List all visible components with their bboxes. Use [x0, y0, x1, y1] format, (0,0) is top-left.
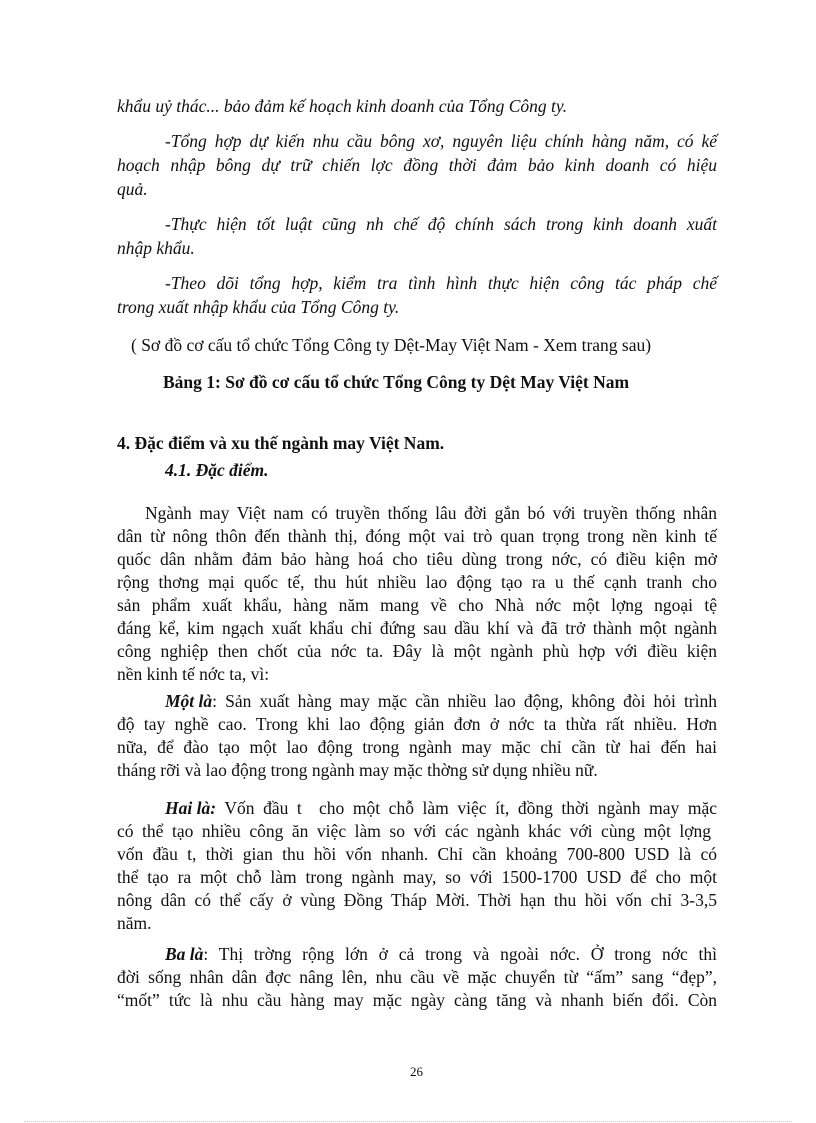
text-line: sản phẩm xuất khẩu, hàng năm mang về cho Nhà nớc một lợng ngoại tệ	[117, 595, 717, 615]
text-line: vốn đầu t, thời gian thu hồi vốn nhanh. Chỉ cần khoảng 700-800 USD là có	[117, 844, 717, 864]
text-line: dân từ nông thôn đến thành thị, đóng một vai trò quan trọng trong nền kinh tế	[117, 526, 717, 546]
text-line: có thể tạo nhiều công ăn việc làm so với các ngành khác với cùng một lợng	[117, 821, 711, 841]
text-line: -Tổng hợp dự kiến nhu cầu bông xơ, nguyên liệu chính hàng năm, có kế	[165, 131, 717, 151]
text-line: thể tạo ra một chỗ làm trong ngành may, so với 1500-1700 USD để cho một	[117, 867, 717, 887]
subsection-heading: 4.1. Đặc điểm.	[165, 460, 269, 480]
text-line: -Theo dõi tổng hợp, kiểm tra tình hình thực hiện công tác pháp chế	[165, 273, 717, 293]
text-run: : Sản xuất hàng may mặc cần nhiều lao động, không đòi hỏi trình	[212, 691, 717, 711]
text-line: độ tay nghề cao. Trong khi lao động giản đơn ở nớc ta thừa rất nhiều. Hơn	[117, 714, 717, 734]
text-line: khẩu uỷ thác... bảo đảm kế hoạch kinh doanh của Tổng Công ty.	[117, 96, 568, 116]
text-line: nền kinh tế nớc ta, vì:	[117, 664, 270, 684]
text-run: : Thị trờng rộng lớn ở cả trong và ngoài nớc. Ở trong nớc thì	[203, 944, 717, 964]
text-line: trong xuất nhập khẩu của Tổng Công ty.	[117, 297, 400, 317]
text-line: Ngành may Việt nam có truyền thống lâu đời gắn bó với truyền thống nhân	[145, 503, 717, 523]
lead-term: Ba là	[165, 944, 204, 964]
text-line: -Thực hiện tốt luật cũng nh chế độ chính sách trong kinh doanh xuất	[165, 214, 717, 234]
text-line: nông dân có thể cấy ở vùng Đồng Tháp Mời. Thời hạn thu hồi vốn chỉ 3-3,5	[117, 890, 717, 910]
text-line: hoạch nhập bông dự trữ chiến lợc đồng thời đảm bảo kinh doanh có hiệu	[117, 155, 717, 175]
text-line: đời sống nhân dân đợc nâng lên, nhu cầu về mặc chuyển từ “ấm” sang “đẹp”,	[117, 967, 717, 987]
text-line: đáng kể, kim ngạch xuất khẩu chỉ đứng sau dầu khí và đã trở thành một ngành	[117, 618, 717, 638]
text-line: quả.	[117, 179, 148, 199]
text-line	[165, 944, 717, 965]
text-line: nữa, để đào tạo một lao động trong ngành may mặc chỉ cần từ hai đến hai	[117, 737, 717, 757]
diagram-reference-note: ( Sơ đồ cơ cấu tổ chức Tổng Công ty Dệt-May Việt Nam - Xem trang sau)	[131, 335, 652, 355]
lead-term: Hai là:	[165, 798, 217, 818]
text-line: “mốt” tức là nhu cầu hàng may mặc ngày càng tăng và nhanh biến đổi. Còn	[117, 990, 717, 1010]
text-line: năm.	[117, 913, 152, 933]
text-line: nhập khẩu.	[117, 238, 195, 258]
section-heading: 4. Đặc điểm và xu thế ngành may Việt Nam.	[117, 433, 445, 453]
text-line: tháng rỡi và lao động trong ngành may mặc thờng sử dụng nhiều nữ.	[117, 760, 598, 780]
text-line: công nghiệp then chốt của nớc ta. Đây là một ngành phù hợp với điều kiện	[117, 641, 717, 661]
text-line	[165, 691, 717, 712]
lead-term: Một là	[165, 691, 213, 711]
text-line: quốc dân nhằm đảm bảo hàng hoá cho tiêu dùng trong nớc, có điều kiện mở	[117, 549, 717, 569]
table-caption: Bảng 1: Sơ đồ cơ cấu tổ chức Tổng Công ty Dệt May Việt Nam	[163, 372, 630, 392]
page-number: 26	[410, 1064, 423, 1079]
page-bottom-divider	[24, 1121, 792, 1122]
text-line: rộng thơng mại quốc tế, thu hút nhiều lao động tạo ra u thế cạnh tranh cho	[117, 572, 717, 592]
text-run: Vốn đầu t cho một chỗ làm việc ít, đồng thời ngành may mặc	[216, 798, 717, 818]
text-line	[165, 798, 717, 819]
